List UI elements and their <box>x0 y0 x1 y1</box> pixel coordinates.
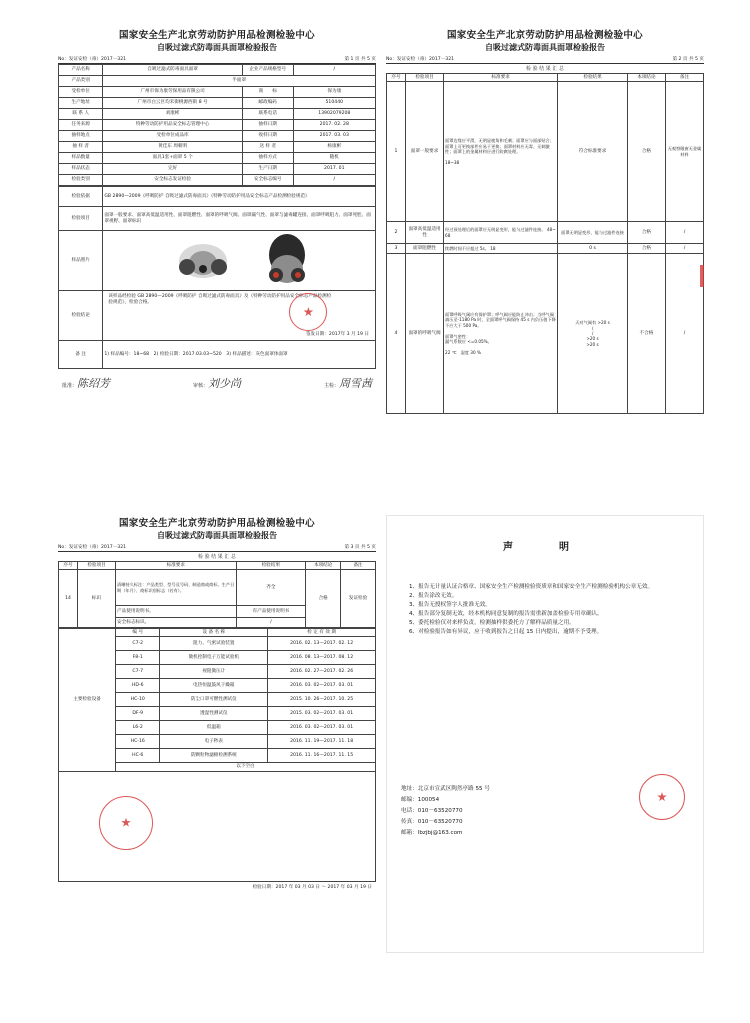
equipment-cell: DF-9 <box>116 707 160 721</box>
approver-block <box>62 375 110 391</box>
g2-result: 面罩无明显变形，能与过滤件连接 <box>558 222 628 244</box>
g2-no: 2 <box>387 222 406 244</box>
equipment-cell: 2016. 08. 13—2017. 08. 12 <box>268 651 376 665</box>
info-value: 安全标志发证检验 <box>103 175 242 186</box>
equipment-cell: 防颗粒物滤棉检测系统 <box>160 749 268 763</box>
equipment-table <box>58 628 376 771</box>
col-verdict: 本项结论 <box>627 74 665 82</box>
declaration-item: 3、报告无授权签字人批准无效。 <box>409 602 491 608</box>
info-row <box>59 109 376 120</box>
equipment-cell: 2016. 03. 02—2017. 03. 01 <box>268 721 376 735</box>
equipment-cell: 2016. 02. 27—2017. 02. 26 <box>268 665 376 679</box>
declaration-item: 6、对检验报告如有异议，应于收到报告之日起 15 日内提出，逾期不予受理。 <box>409 629 603 635</box>
info-row <box>59 120 376 131</box>
seal-area <box>58 772 376 882</box>
equipment-cell: C7-7 <box>116 665 160 679</box>
equipment-cell: F8-1 <box>116 651 160 665</box>
g1-item: 面罩一般要求 <box>406 82 444 222</box>
col-note: 备注 <box>665 74 703 82</box>
info-row <box>59 142 376 153</box>
info-label: 联 系 人 <box>59 109 103 120</box>
declaration-item: 4、报告部分复制无效，经本机构同意复制的报告需重新加盖检验专用章确认。 <box>409 611 603 617</box>
conclusion-label: 检验结论 <box>59 291 103 341</box>
p3-col-req: 标准要求 <box>116 562 236 570</box>
page3-caption: 检 验 结 果 汇 总 <box>198 554 236 560</box>
g1-sub: 18~38 <box>445 159 460 165</box>
equipment-cell: 2015. 03. 02—2017. 03. 01 <box>268 707 376 721</box>
equipment-cell: 2016. 02. 13—2017. 02. 12 <box>268 637 376 651</box>
info-value: 特种劳动防护用品安全标志管理中心 <box>103 120 242 131</box>
contact-zip: 邮编：100054 <box>401 797 440 803</box>
info-value: 黄佳东 周朝明 <box>103 142 242 153</box>
equipment-cell: 微机控制电子万能试验机 <box>160 651 268 665</box>
equipment-cell: 2015. 10. 26—2017. 10. 25 <box>268 693 376 707</box>
equipment-cell: HC-6 <box>116 749 160 763</box>
equipment-cell: 视阻微压计 <box>160 665 268 679</box>
declaration-item: 5、委托检验仅对来样负责，检测抽样供委托方了解样品质量之用。 <box>409 620 575 626</box>
info-value: 随机 <box>293 153 375 164</box>
reviewer-block <box>193 375 241 391</box>
info-value: / <box>293 175 375 186</box>
g3-verdict: 合格 <box>627 244 665 254</box>
marking-table <box>58 561 376 628</box>
info-row <box>59 76 376 87</box>
info-value: / <box>293 65 375 76</box>
report-page-1 <box>58 27 376 460</box>
info-value: 2017. 03. 03 <box>293 131 375 142</box>
g2-verdict: 合格 <box>627 222 665 244</box>
approver-label: 批准： <box>62 383 78 389</box>
info-row <box>59 87 376 98</box>
info-label: 生产日期 <box>242 164 293 175</box>
info-label: 抽 样 者 <box>59 142 103 153</box>
g4-item: 面罩的呼吸气阀 <box>406 254 444 414</box>
equipment-cell: L6-2 <box>116 721 160 735</box>
info-label: 抽样地点 <box>59 131 103 142</box>
items-label: 检验项目 <box>59 207 103 231</box>
g3-result: 0 s <box>558 244 628 254</box>
basis-text: GB 2890—2009《呼吸防护 自吸过滤式防毒面具》《特种劳动防护用品安全标志产品检测检验规范》 <box>103 187 376 207</box>
equipment-col-header: 编 号 <box>116 629 160 637</box>
checker-label: 主检： <box>323 383 339 389</box>
declaration-page <box>386 515 704 953</box>
info-row <box>59 153 376 164</box>
p3-col-item: 检验项目 <box>78 562 116 570</box>
declaration-item: 1、报告无计量认证合格章、国家安全生产检测检验资质章和国家安全生产检测检验机构公章无效。 <box>409 584 654 590</box>
checker-block <box>324 375 372 391</box>
remarks-label: 备 注 <box>59 341 103 369</box>
info-value: 广州市白云区均禾街桃源西街 8 号 <box>103 98 242 109</box>
page2-report-no: No：发证安检（毒）2017－321 <box>386 57 455 62</box>
signature-row <box>58 375 376 391</box>
photo-label: 样品照片 <box>59 231 103 291</box>
g4-temp: 22 ℃ 湿度 30 % <box>445 349 481 355</box>
info-label: 安全标志编号 <box>242 175 293 186</box>
info-label: 产品类别 <box>59 76 103 87</box>
page1-org: 国家安全生产北京劳动防护用品检测检验中心 <box>118 30 315 41</box>
page2-page-count: 第 2 页 共 5 页 <box>672 57 704 62</box>
reviewer-signature: 刘少尚 <box>208 377 241 390</box>
info-row <box>59 175 376 186</box>
report-page-2 <box>386 27 704 460</box>
info-value: 保为康 <box>293 87 375 98</box>
contact-fax: 传真：010－63520770 <box>401 819 463 825</box>
equipment-header-row <box>59 629 376 637</box>
g2-sub: 48~68 <box>445 227 556 238</box>
g4-note: / <box>665 254 703 414</box>
g3-no: 3 <box>387 244 406 254</box>
col-no: 序号 <box>387 74 406 82</box>
info-value: 510440 <box>293 98 375 109</box>
g4-no: 4 <box>387 254 406 414</box>
info-value: 13902079208 <box>293 109 375 120</box>
stamp-date: 签发日期：2017年 3 月 19 日 <box>305 332 369 337</box>
mark-req3: 安全标志标识。 <box>116 618 236 628</box>
page1-header-line <box>58 55 376 64</box>
page2-org: 国家安全生产北京劳动防护用品检测检验中心 <box>446 30 643 41</box>
page1-title: 自吸过滤式防毒面具面罩检验报告 <box>157 43 277 52</box>
g3-sub: 18 <box>490 245 496 251</box>
page1-page-count: 第 1 页 共 5 页 <box>344 57 376 62</box>
mark-req2: 产品使用说明书。 <box>116 606 236 618</box>
info-row <box>59 164 376 175</box>
info-label: 产品名称 <box>59 65 103 76</box>
declaration-title: 声 明 <box>503 542 587 553</box>
info-table <box>58 64 376 186</box>
equipment-cell: C7-2 <box>116 637 160 651</box>
g1-verdict: 合格 <box>627 82 665 222</box>
g4-result: 天对气阀有 >20 s / / >20 s >20 s <box>558 254 628 414</box>
equipment-cell: 阻力、气密试验装置 <box>160 637 268 651</box>
g2-note: / <box>665 222 703 244</box>
g3-req: 续燃时间不应超过 5s。 18 <box>444 244 558 254</box>
checker-signature: 周雪茜 <box>338 377 372 390</box>
info-value: 面具1套+面罩 5 个 <box>103 153 242 164</box>
mark-item: 标识 <box>78 570 116 628</box>
g2-item: 面罩高低温适用性 <box>406 222 444 244</box>
equipment-col-header: 检 定 有 效 期 <box>268 629 376 637</box>
results-table <box>386 73 704 414</box>
remarks-text: 1) 样品编号：18~68 2) 检验日期：2017.03.03~520 3) 样品描述：灰色面罩体面罩 <box>103 341 376 369</box>
col-req: 标准要求 <box>444 74 558 82</box>
info-label: 检验类别 <box>59 175 103 186</box>
contact-address: 地址：北京市宣武区陶然亭路 55 号 <box>401 786 490 792</box>
contact-email: 邮箱：lbzjbj@163.com <box>401 830 463 836</box>
mask-photo-left <box>174 239 232 283</box>
conclusion-cell <box>103 291 376 341</box>
mark-res2: 有产品使用说明书 <box>236 606 306 618</box>
approver-signature: 陈绍芳 <box>77 377 111 390</box>
g3-item: 面罩阻燃性 <box>406 244 444 254</box>
g3-note: / <box>665 244 703 254</box>
inspection-seal-p1 <box>289 293 327 331</box>
inspection-dates: 检验日期：2017 年 03 月 03 日 ～ 2017 年 03 月 19 日 <box>252 884 372 890</box>
page3-report-no: No：发证安检（毒）2017－321 <box>58 545 127 550</box>
blank-note: 以下空白 <box>116 763 376 771</box>
info-label: 样品数量 <box>59 153 103 164</box>
equipment-cell: HC-16 <box>116 735 160 749</box>
equipment-cell: HD-6 <box>116 679 160 693</box>
col-result: 检验结果 <box>558 74 628 82</box>
g1-req: 面罩边缘应平滑，无明显棱角和毛刺；面罩应与面部贴合；面罩上可更换部件应易于更换；面罩材料应无毒、无刺激性；面罩上的金属材料应进行防腐处理。 18~38 <box>444 82 558 222</box>
page3-header-line <box>58 543 376 552</box>
info-label: 生产地址 <box>59 98 103 109</box>
info-value: 广州市保为康劳保用品有限公司 <box>103 87 242 98</box>
info-value: 完好 <box>103 164 242 175</box>
items-text: 面罩一般要求、面罩高低温适用性、面罩阻燃性、面罩的呼吸气阀、面罩漏气性、面罩与滤毒罐连接、面罩呼吸阻力、面罩死腔、面罩视野、面罩标识 <box>103 207 376 231</box>
equipment-label: 主要检验设备 <box>59 629 116 771</box>
g1-result: 符合标准要求 <box>558 82 628 222</box>
equipment-cell: 电热恒温鼓风干燥箱 <box>160 679 268 693</box>
report-page-3 <box>58 515 376 953</box>
declaration-list <box>387 583 703 637</box>
page3-org: 国家安全生产北京劳动防护用品检测检验中心 <box>118 518 315 529</box>
info-label: 受检单位 <box>59 87 103 98</box>
g4-req: 面罩呼吸气阀应有保护罩；呼气阀应能防止冲击；当呼气阀减压至-1180 Pa 时，全面罩呼气阀保持 45 s 内负压值下降不应大于 500 Pa。 面罩气密性： 漏气系数应 <=0.05%。 22 ℃ 湿度 30 % <box>444 254 558 414</box>
mark-verdict: 合格 <box>306 570 341 628</box>
p3-col-note: 备注 <box>341 562 376 570</box>
page3-page-count: 第 3 页 共 5 页 <box>344 545 376 550</box>
info-label: 抽样方式 <box>242 153 293 164</box>
mark-req1: 清晰持久标注：产品类型、型号及号码、制造商或商标、生产日期（年月）、商标识别标志（若有）。 <box>116 570 236 606</box>
equipment-cell: 低温箱 <box>160 721 268 735</box>
page1-report-no: No：发证安检（毒）2017－321 <box>58 57 127 62</box>
basis-label: 检验依据 <box>59 187 103 207</box>
inspection-seal-p3 <box>99 796 153 850</box>
mark-no: 14 <box>59 570 78 628</box>
info-value: 2017. 01 <box>293 164 375 175</box>
equipment-col-header: 设 备 名 称 <box>160 629 268 637</box>
info-label: 收样日期 <box>242 131 293 142</box>
info-value: 受检单位成品库 <box>103 131 242 142</box>
p3-col-no: 序号 <box>59 562 78 570</box>
info-value: 杨康彬 <box>293 142 375 153</box>
page3-title: 自吸过滤式防毒面具面罩检验报告 <box>157 531 277 540</box>
contact-tel: 电话：010－63520770 <box>401 808 463 814</box>
equipment-cell: 2016. 03. 02—2017. 03. 01 <box>268 679 376 693</box>
mark-note: 发证检验 <box>341 570 376 628</box>
info-label: 任务来源 <box>59 120 103 131</box>
mask-photo-right <box>262 233 312 289</box>
equipment-cell: 2016. 11. 16—2017. 11. 15 <box>268 749 376 763</box>
info-row <box>59 65 376 76</box>
info-label: 送 样 者 <box>242 142 293 153</box>
info-label: 企业产品规格型号 <box>242 65 293 76</box>
info-label: 邮政编码 <box>242 98 293 109</box>
info-label: 商 标 <box>242 87 293 98</box>
info-value: 半面罩 <box>103 76 376 87</box>
info-row <box>59 131 376 142</box>
mark-res3: / <box>236 618 306 628</box>
info-value: 刘康彬 <box>103 109 242 120</box>
declaration-item: 2、报告涂改无效。 <box>409 593 458 599</box>
info-value: 自吸过滤式防毒面具面罩 <box>103 65 242 76</box>
red-edge-mark-1 <box>700 265 704 287</box>
g1-note: 无观察眼窗无金属材料 <box>665 82 703 222</box>
info-label: 样品状态 <box>59 164 103 175</box>
p3-col-verdict: 本项结论 <box>306 562 341 570</box>
equipment-cell: HC-10 <box>116 693 160 707</box>
equipment-cell: 电子秒表 <box>160 735 268 749</box>
col-item: 检验项目 <box>406 74 444 82</box>
g1-no: 1 <box>387 82 406 222</box>
info-label: 联系电话 <box>242 109 293 120</box>
p3-col-result: 检验结果 <box>236 562 306 570</box>
equipment-cell: 防尘口罩可燃性测试仪 <box>160 693 268 707</box>
mark-res1: 齐全 <box>236 570 306 606</box>
page2-header-line <box>386 55 704 64</box>
page2-caption: 检 验 结 果 汇 总 <box>526 66 564 72</box>
g2-req: 经过预处理后的面罩应无明显变形，能与过滤件连接。 48~68 <box>444 222 558 244</box>
details-table <box>58 186 376 369</box>
photo-cell <box>103 231 376 291</box>
info-label: 抽样日期 <box>242 120 293 131</box>
page2-title: 自吸过滤式防毒面具面罩检验报告 <box>485 43 605 52</box>
info-value: 2017. 02. 28 <box>293 120 375 131</box>
info-row <box>59 98 376 109</box>
equipment-cell: 透湿性测试仪 <box>160 707 268 721</box>
conclusion-text: 该样品经检验 GB 2890—2009《呼吸防护 自吸过滤式防毒面具》及《特种劳动防护用品安全标志产品检测检验规范》，检验合格。 <box>108 293 332 305</box>
contact-block <box>387 784 703 839</box>
equipment-cell: 2016. 11. 19—2017. 11. 18 <box>268 735 376 749</box>
g4-verdict: 不合格 <box>627 254 665 414</box>
reviewer-label: 审核： <box>192 383 208 389</box>
